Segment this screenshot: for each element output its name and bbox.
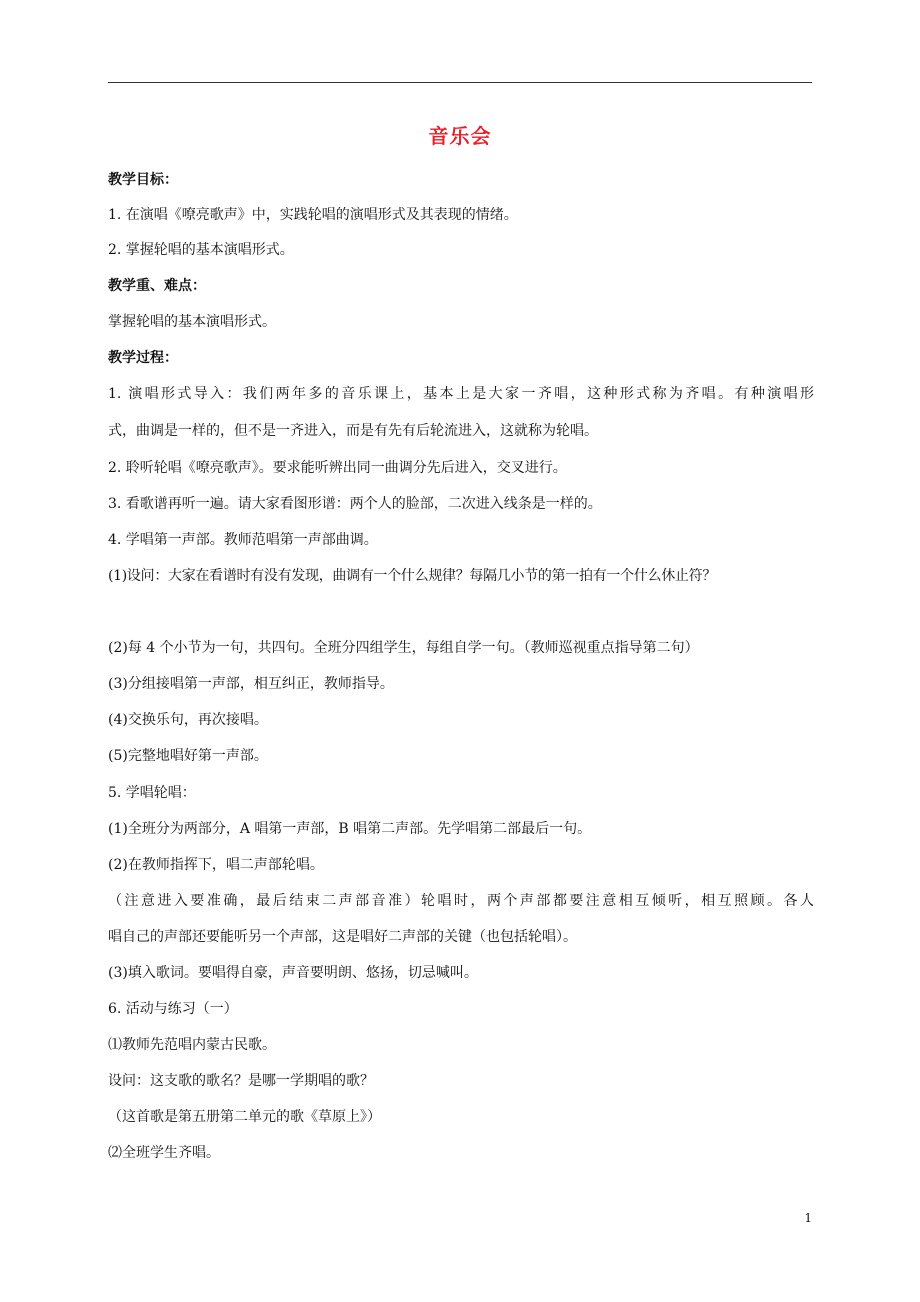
heading-process: 教学过程： — [108, 350, 178, 366]
process-step-4: 4. 学唱第一声部。教师范唱第一声部曲调。 — [108, 532, 378, 548]
process-step-6-sub-1: ⑴教师先范唱内蒙古民歌。 — [108, 1037, 276, 1053]
process-step-4-sub-3: (3)分组接唱第一声部，相互纠正，教师指导。 — [108, 676, 394, 692]
process-step-3: 3. 看歌谱再听一遍。请大家看图形谱：两个人的脸部，二次进入线条是一样的。 — [108, 496, 602, 512]
process-step-5-sub-3: (3)填入歌词。要唱得自豪，声音要明朗、悠扬，切忌喊叫。 — [108, 965, 478, 981]
objective-2: 2. 掌握轮唱的基本演唱形式。 — [108, 242, 294, 258]
process-step-6-sub-2: ⑵全班学生齐唱。 — [108, 1145, 220, 1161]
process-step-4-sub-4: (4)交换乐句，再次接唱。 — [108, 712, 268, 728]
process-step-1-line-2: 式，曲调是一样的，但不是一齐进入，而是有先有后轮流进入，这就称为轮唱。 — [108, 423, 598, 439]
process-step-6-answer: （这首歌是第五册第二单元的歌《草原上》） — [108, 1109, 381, 1125]
process-step-5-sub-1: (1)全班分为两部分，A 唱第一声部，B 唱第二声部。先学唱第二部最后一句。 — [108, 821, 592, 837]
header-rule — [108, 82, 812, 83]
process-step-5-note-line-1: （注意进入要准确，最后结束二声部音准）轮唱时，两个声部都要注意相互倾听，相互照顾。各人 — [108, 893, 814, 909]
process-step-2: 2. 聆听轮唱《嘹亮歌声》。要求能听辨出同一曲调分先后进入，交叉进行。 — [108, 460, 567, 476]
process-step-6: 6. 活动与练习（一） — [108, 1001, 238, 1017]
process-step-5-note-line-2: 唱自己的声部还要能听另一个声部，这是唱好二声部的关键（也包括轮唱）。 — [108, 929, 577, 945]
process-step-1-line-1: 1. 演唱形式导入：我们两年多的音乐课上，基本上是大家一齐唱，这种形式称为齐唱。有种演唱形 — [108, 386, 814, 402]
page-number: 1 — [804, 1211, 812, 1225]
process-step-6-question: 设问：这支歌的歌名？是哪一学期唱的歌？ — [108, 1073, 374, 1089]
process-step-4-sub-1: (1)设问：大家在看谱时有没有发现，曲调有一个什么规律？每隔几小节的第一拍有一个什么休止符？ — [108, 568, 717, 584]
heading-key-points: 教学重、难点： — [108, 278, 206, 294]
process-step-4-sub-2: (2)每 4 个小节为一句，共四句。全班分四组学生，每组自学一句。（教师巡视重点指导第二句） — [108, 640, 699, 656]
key-point-text: 掌握轮唱的基本演唱形式。 — [108, 314, 276, 330]
process-step-4-sub-5: (5)完整地唱好第一声部。 — [108, 748, 268, 764]
document-title: 音乐会 — [428, 124, 492, 148]
process-step-5: 5. 学唱轮唱： — [108, 785, 196, 801]
objective-1: 1. 在演唱《嘹亮歌声》中，实践轮唱的演唱形式及其表现的情绪。 — [108, 207, 518, 223]
process-step-5-sub-2: (2)在教师指挥下，唱二声部轮唱。 — [108, 857, 324, 873]
heading-objectives: 教学目标： — [108, 172, 178, 188]
